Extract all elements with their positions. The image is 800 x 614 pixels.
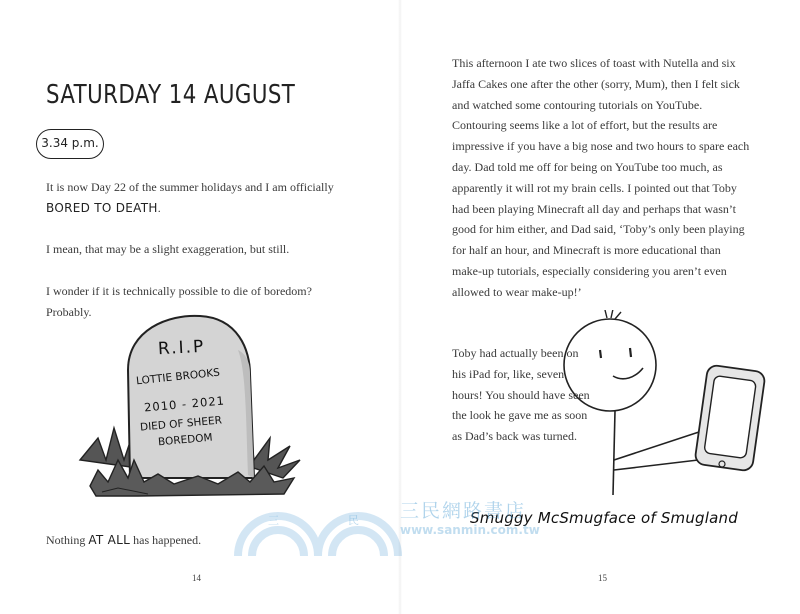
watermark-logo-char-right: 民 bbox=[348, 514, 359, 527]
illustration-caption: Smuggy McSmugface of Smugland bbox=[470, 509, 738, 527]
tombstone-rip: R.I.P bbox=[157, 336, 206, 360]
page-number-right: 15 bbox=[598, 573, 607, 583]
watermark-logo-char-left: 三 bbox=[268, 514, 279, 527]
at-all-emphasis: AT ALL bbox=[88, 533, 131, 547]
tombstone-illustration bbox=[78, 310, 308, 510]
paragraph-exaggeration: I mean, that may be a slight exaggeration, but still. bbox=[46, 242, 290, 256]
paragraph-bored bbox=[46, 177, 346, 219]
paragraph-nothing-end: has happened. bbox=[130, 533, 202, 547]
tombstone-cause-line1: DIED OF SHEER bbox=[139, 414, 223, 434]
page-number-left: 14 bbox=[192, 573, 201, 583]
time-bubble: 3.34 p.m. bbox=[36, 129, 104, 159]
tombstone-cause-line2: BOREDOM bbox=[157, 431, 214, 449]
watermark-url: www.sanmin.com.tw bbox=[400, 523, 540, 537]
bored-to-death-emphasis: BORED TO DEATH bbox=[46, 200, 158, 215]
stick-figure-with-ipad-illustration bbox=[555, 310, 780, 495]
paragraph-afternoon: This afternoon I ate two slices of toast with Nutella and six Jaffa Cakes one after the other (sorry, Mum), then I felt sick and watched some contouring tutorials on YouTube. Contouring seems like a lot of effort, but the results are impressive if you have a big nose and two hours to spare each day. Dad told me off for being on YouTube too much, as apparently it will rot my brain cells. I pointed out that Toby had been playing Minecraft all day and perhaps that wasn’t good for him either, and Dad said, ‘Toby’s only been playing for half an hour, and Minecraft is more educational than make-up tutorials, especially considering you aren’t even allowed to wear make-up!’ bbox=[452, 56, 750, 299]
tombstone-name: LOTTIE BROOKS bbox=[135, 366, 221, 388]
paragraph-bored-end: . bbox=[157, 200, 161, 215]
tombstone-years: 2010 - 2021 bbox=[143, 393, 226, 415]
stick-figure-drawing bbox=[555, 310, 780, 495]
paragraph-bored-text: It is now Day 22 of the summer holidays and I am officially bbox=[46, 180, 334, 194]
paragraph-nothing-start: Nothing bbox=[46, 533, 89, 547]
paragraph-wonder: I wonder if it is technically possible to die of boredom? Probably. bbox=[46, 284, 312, 319]
watermark-chinese-text: 三民網路書店 bbox=[400, 500, 527, 522]
paragraph-toby: Toby had actually been on his iPad for, like, seven hours! You should have seen the look he gave me as soon as Dad’s back was turned. bbox=[452, 346, 590, 444]
page-heading: SATURDAY 14 AUGUST bbox=[46, 80, 296, 110]
